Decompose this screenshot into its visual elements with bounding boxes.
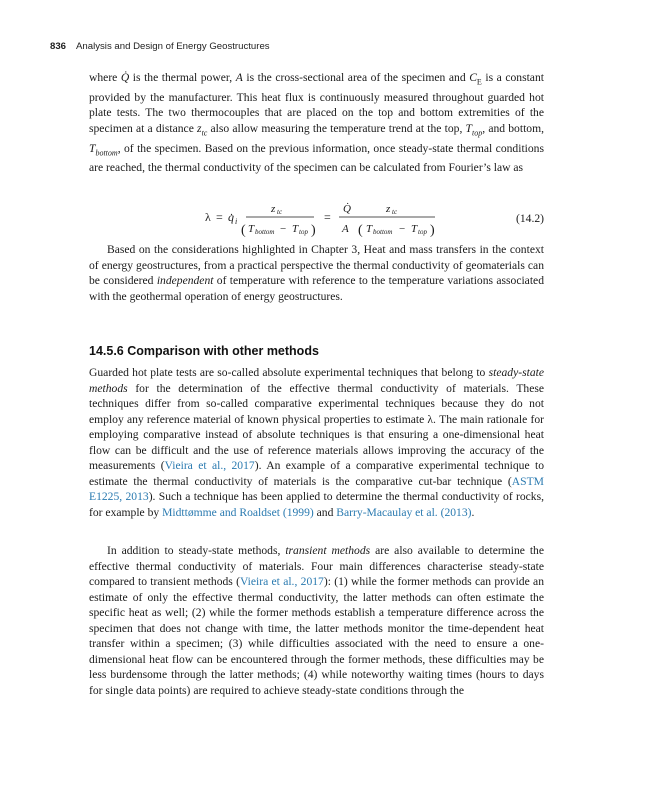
citation-link[interactable]: Barry-Macaulay et al. (2013) <box>336 505 472 519</box>
section-heading: 14.5.6 Comparison with other methods <box>89 344 319 358</box>
eq-minus-1: − <box>280 223 287 235</box>
citation-link[interactable]: Vieira et al., 2017 <box>239 575 324 588</box>
eq-rparen-1: ) <box>311 223 316 238</box>
eq-rparen-2: ) <box>430 223 435 238</box>
eq-T-2: T <box>292 223 299 235</box>
eq-lambda: λ <box>205 210 211 224</box>
eq-z-sub-2: tc <box>392 208 398 216</box>
eq-T-3: T <box>366 223 373 235</box>
eq-equals-1: = <box>216 210 223 224</box>
eq-Q: Q̇ <box>343 203 351 215</box>
running-title: Analysis and Design of Energy Geostructures <box>76 41 270 52</box>
paragraph-considerations: Based on the considerations highlighted in Chapter 3, Heat and mass transfers in the context of energy geostructures, from a practical perspective the thermal conductivity of geomaterials can be considered independent of temperature with reference to the temperature variations associated with the geothermal operation of energy geostructures. <box>89 243 544 303</box>
citation-link[interactable]: Vieira et al., 2017 <box>164 459 255 472</box>
eq-z-sub-1: tc <box>277 208 283 216</box>
paragraph-comparison: Guarded hot plate tests are so-called absolute experimental techniques that belong to steady-state methods for the determination of the effective thermal conductivity of materials. These techniques differ from so-called comparative experimental techniques because they do not employ any reference material of known physical properties to estimate λ. The main rationale for employing comparative instead of absolute techniques is that ensuring a one-dimensional heat flow can be difficult and the use of reference materials allows improving the accuracy of the measurements (Vieira et al., 2017). An example of a comparative experimental technique to estimate the thermal conductivity of materials is the comparative cut-bar technique (ASTM E1225, 2013). Such a technique has been applied to determine the thermal conductivity of rocks, for example by Midttømme and Roaldset (1999) and Barry-Macaulay et al. (2013). <box>89 366 545 519</box>
eq-bottom-1: bottom <box>255 228 275 236</box>
eq-top-2: top <box>418 228 427 236</box>
eq-lparen-2: ( <box>358 223 363 238</box>
equation-14-2 <box>89 200 544 242</box>
citation-link[interactable]: ASTM E1225, 2013 <box>89 474 544 503</box>
eq-equals-2: = <box>324 210 331 224</box>
eq-q-sub: i <box>235 217 238 226</box>
eq-lparen-1: ( <box>241 223 246 238</box>
eq-top-1: top <box>299 228 308 236</box>
eq-T-1: T <box>248 223 255 235</box>
paragraph-transient-methods: In addition to steady-state methods, transient methods are also available to determine the effective thermal conductivity of materials. Four main differences characterise steady-state compared to transient methods (Vieira et al., 2017): (1) while the former methods can provide an estimate of only the effective thermal conductivity, the latter methods can often estimate the specific heat as well; (2) while the former methods establish a temperature difference across the specimen that does not change with time, the latter methods monitor the time-dependent heat transfer within a specimen; (3) while difficulties associated with the need to ensure a one-dimensional heat flow can be encountered through the former methods, these difficulties may be less burdensome through the latter methods; (4) while noteworthy waiting times (hours to days for single data points) are required to achieve steady-state conditions through the <box>89 544 544 697</box>
equation-number: (14.2) <box>515 212 544 225</box>
eq-bottom-2: bottom <box>373 228 393 236</box>
eq-z-2: z <box>386 203 391 215</box>
paragraph-heat-flux: where Q̇ is the thermal power, A is the cross-sectional area of the specimen and $C_E$ is a constant provided by the manufacturer. This heat flux is continuously measured throughout guarded hot plate tests. The two thermocouples that are placed on the top and bottom extremities of the specimen at a distance $z_{tc}$ also allow measuring the temperature trend at the top, $T_{top}$, and bottom, $T_{bottom}$, of the specimen. Based on the previous information, once steady-state thermal conditions are reached, the thermal conductivity of the specimen can be calculated from Fourier’s law as <box>89 71 544 175</box>
eq-minus-2: − <box>399 223 406 235</box>
running-header <box>50 41 270 52</box>
eq-z-1: z <box>271 203 276 215</box>
citation-link[interactable]: Midttømme and Roaldset (1999) <box>162 505 314 519</box>
eq-qdot: q̇ <box>228 210 234 224</box>
q-dot-symbol: Q̇ <box>120 71 130 84</box>
eq-A: A <box>342 223 349 235</box>
eq-T-4: T <box>411 223 418 235</box>
page-number: 836 <box>50 41 67 52</box>
